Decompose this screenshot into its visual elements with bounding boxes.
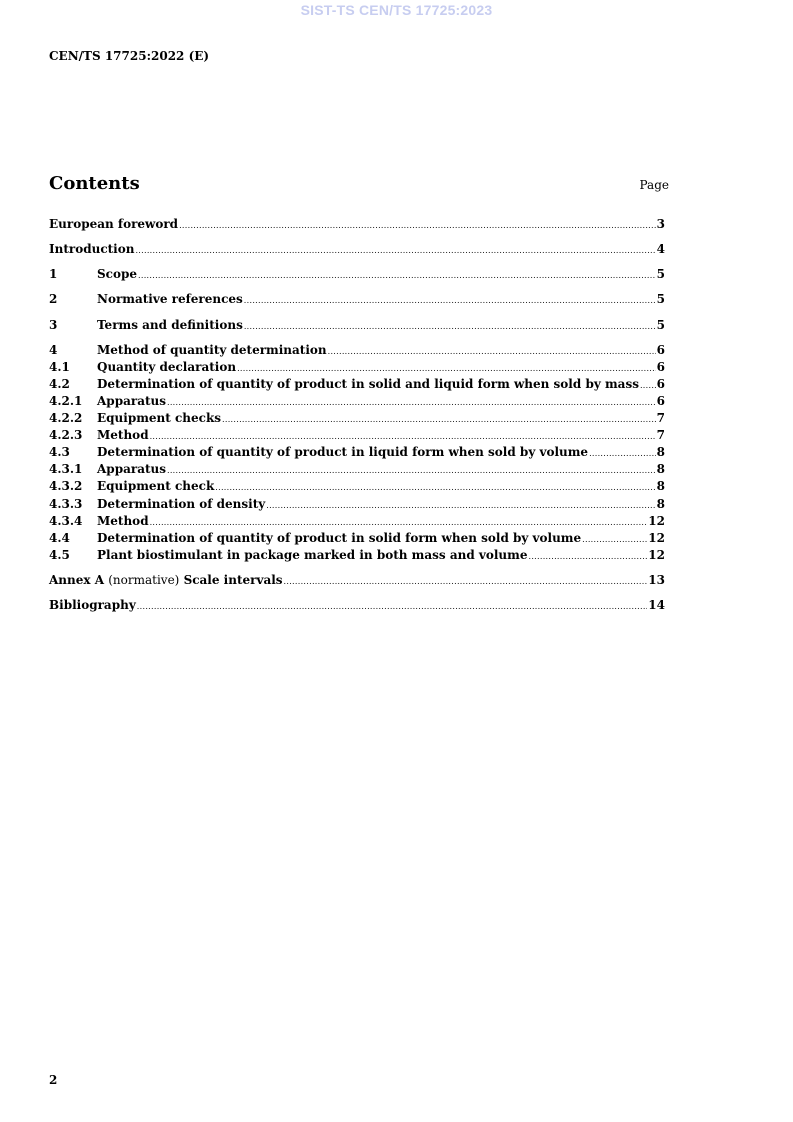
toc-entry-title: Apparatus	[97, 462, 166, 476]
toc-entry-4-2-1[interactable]	[49, 393, 665, 410]
toc-entry-page: 6	[656, 377, 665, 391]
toc-entry-1[interactable]	[49, 266, 665, 283]
toc-entry-title: Terms and definitions	[97, 318, 243, 332]
toc-entry-number: 4.3.4	[49, 514, 83, 528]
toc-leader-dots	[137, 598, 648, 615]
toc-entry-annex-a[interactable]	[49, 572, 665, 589]
toc-entry-bibliography[interactable]	[49, 597, 665, 614]
toc-entry-title: Determination of quantity of product in liquid form when sold by volume	[97, 445, 589, 459]
toc-entry-4-3-2[interactable]	[49, 478, 665, 495]
toc-leader-dots	[640, 377, 656, 394]
toc-entry-title: Quantity declaration	[97, 360, 237, 374]
toc-entry-page: 8	[656, 497, 665, 511]
toc-entry-page: 6	[656, 343, 665, 357]
toc-entry-title: Apparatus	[97, 394, 166, 408]
toc-leader-dots	[589, 445, 656, 462]
toc-leader-dots	[222, 411, 656, 428]
toc-entry-number: 4	[49, 343, 58, 357]
toc-entry-european-foreword[interactable]	[49, 216, 665, 233]
toc-leader-dots	[244, 318, 656, 335]
toc-leader-dots	[167, 462, 656, 479]
toc-entry-4-4[interactable]	[49, 530, 665, 547]
toc-leader-dots	[284, 573, 648, 590]
toc-leader-dots	[244, 292, 656, 309]
toc-entry-4-3-4[interactable]	[49, 513, 665, 530]
toc-entry-4-3[interactable]	[49, 444, 665, 461]
toc-leader-dots	[328, 343, 656, 360]
toc-entry-number: 4.3	[49, 445, 70, 459]
toc-entry-number: 4.2.3	[49, 428, 83, 442]
toc-entry-title: Equipment check	[97, 479, 215, 493]
toc-entry-4-5[interactable]	[49, 547, 665, 564]
toc-leader-dots	[150, 514, 648, 531]
toc-entry-page: 3	[656, 217, 665, 231]
toc-entry-page: 4	[656, 242, 665, 256]
toc-entry-title: European foreword	[49, 217, 179, 231]
toc-leader-dots	[528, 548, 647, 565]
toc-entry-4-1[interactable]	[49, 359, 665, 376]
annex-label: Annex A	[49, 573, 105, 587]
toc-entry-page: 14	[648, 598, 665, 612]
toc-entry-4-2-3[interactable]	[49, 427, 665, 444]
toc-leader-dots	[266, 497, 655, 514]
toc-leader-dots	[179, 217, 656, 234]
toc-entry-title: Determination of quantity of product in solid form when sold by volume	[97, 531, 582, 545]
toc-entry-number: 4.1	[49, 360, 70, 374]
toc-entry-title: Plant biostimulant in package marked in both mass and volume	[97, 548, 528, 562]
toc-entry-page: 8	[656, 445, 665, 459]
toc-entry-page: 8	[656, 462, 665, 476]
toc-entry-number: 2	[49, 292, 58, 306]
page-column-label: Page	[639, 178, 669, 192]
toc-entry-page: 8	[656, 479, 665, 493]
toc-entry-title: Bibliography	[49, 598, 136, 612]
toc-entry-page: 6	[656, 394, 665, 408]
toc-leader-dots	[138, 267, 656, 284]
toc-entry-page: 7	[656, 428, 665, 442]
toc-entry-title: Method of quantity determination	[97, 343, 327, 357]
toc-entry-number: 3	[49, 318, 58, 332]
toc-entry-3[interactable]	[49, 317, 665, 334]
toc-entry-4-2[interactable]	[49, 376, 665, 393]
toc-leader-dots	[215, 479, 655, 496]
toc-entry-4[interactable]	[49, 342, 665, 359]
contents-title: Contents	[49, 173, 140, 194]
toc-entry-number: 4.4	[49, 531, 70, 545]
toc-entry-4-3-1[interactable]	[49, 461, 665, 478]
toc-entry-number: 4.3.3	[49, 497, 83, 511]
toc-entry-title: Introduction	[49, 242, 135, 256]
toc-leader-dots	[135, 242, 655, 259]
toc-entry-number: 4.2	[49, 377, 70, 391]
toc-entry-title: Determination of quantity of product in solid and liquid form when sold by mass	[97, 377, 639, 391]
toc-leader-dots	[582, 531, 647, 548]
toc-leader-dots	[150, 428, 656, 445]
toc-leader-dots	[167, 394, 656, 411]
toc-entry-number: 1	[49, 267, 58, 281]
annex-title: Scale intervals	[183, 573, 283, 587]
toc-entry-page: 12	[648, 531, 665, 545]
toc-entry-number: 4.3.2	[49, 479, 83, 493]
toc-entry-title: Method	[97, 514, 149, 528]
toc-entry-page: 13	[648, 573, 665, 587]
toc-entry-page: 12	[648, 548, 665, 562]
toc-entry-4-2-2[interactable]	[49, 410, 665, 427]
toc-entry-page: 5	[656, 292, 665, 306]
toc-entry-title: Equipment checks	[97, 411, 222, 425]
toc-entry-page: 5	[656, 318, 665, 332]
document-id: CEN/TS 17725:2022 (E)	[49, 49, 210, 63]
page-number: 2	[49, 1073, 58, 1087]
toc-entry-page: 5	[656, 267, 665, 281]
toc-entry-2[interactable]	[49, 291, 665, 308]
toc-entry-number: 4.3.1	[49, 462, 83, 476]
toc-entry-title: Normative references	[97, 292, 243, 306]
toc-entry-page: 7	[656, 411, 665, 425]
toc-entry-page: 6	[656, 360, 665, 374]
toc-entry-title: Method	[97, 428, 149, 442]
watermark: SIST-TS CEN/TS 17725:2023	[300, 2, 493, 18]
annex-type: (normative)	[108, 573, 180, 587]
toc-entry-number: 4.5	[49, 548, 70, 562]
toc-entry-number: 4.2.1	[49, 394, 83, 408]
toc-entry-title: Scope	[97, 267, 138, 281]
toc-entry-page: 12	[648, 514, 665, 528]
toc-leader-dots	[237, 360, 656, 377]
toc-entry-introduction[interactable]	[49, 241, 665, 258]
toc-entry-number: 4.2.2	[49, 411, 83, 425]
toc-entry-title: Determination of density	[97, 497, 266, 511]
toc-entry-title	[49, 572, 283, 589]
toc-entry-4-3-3[interactable]	[49, 496, 665, 513]
